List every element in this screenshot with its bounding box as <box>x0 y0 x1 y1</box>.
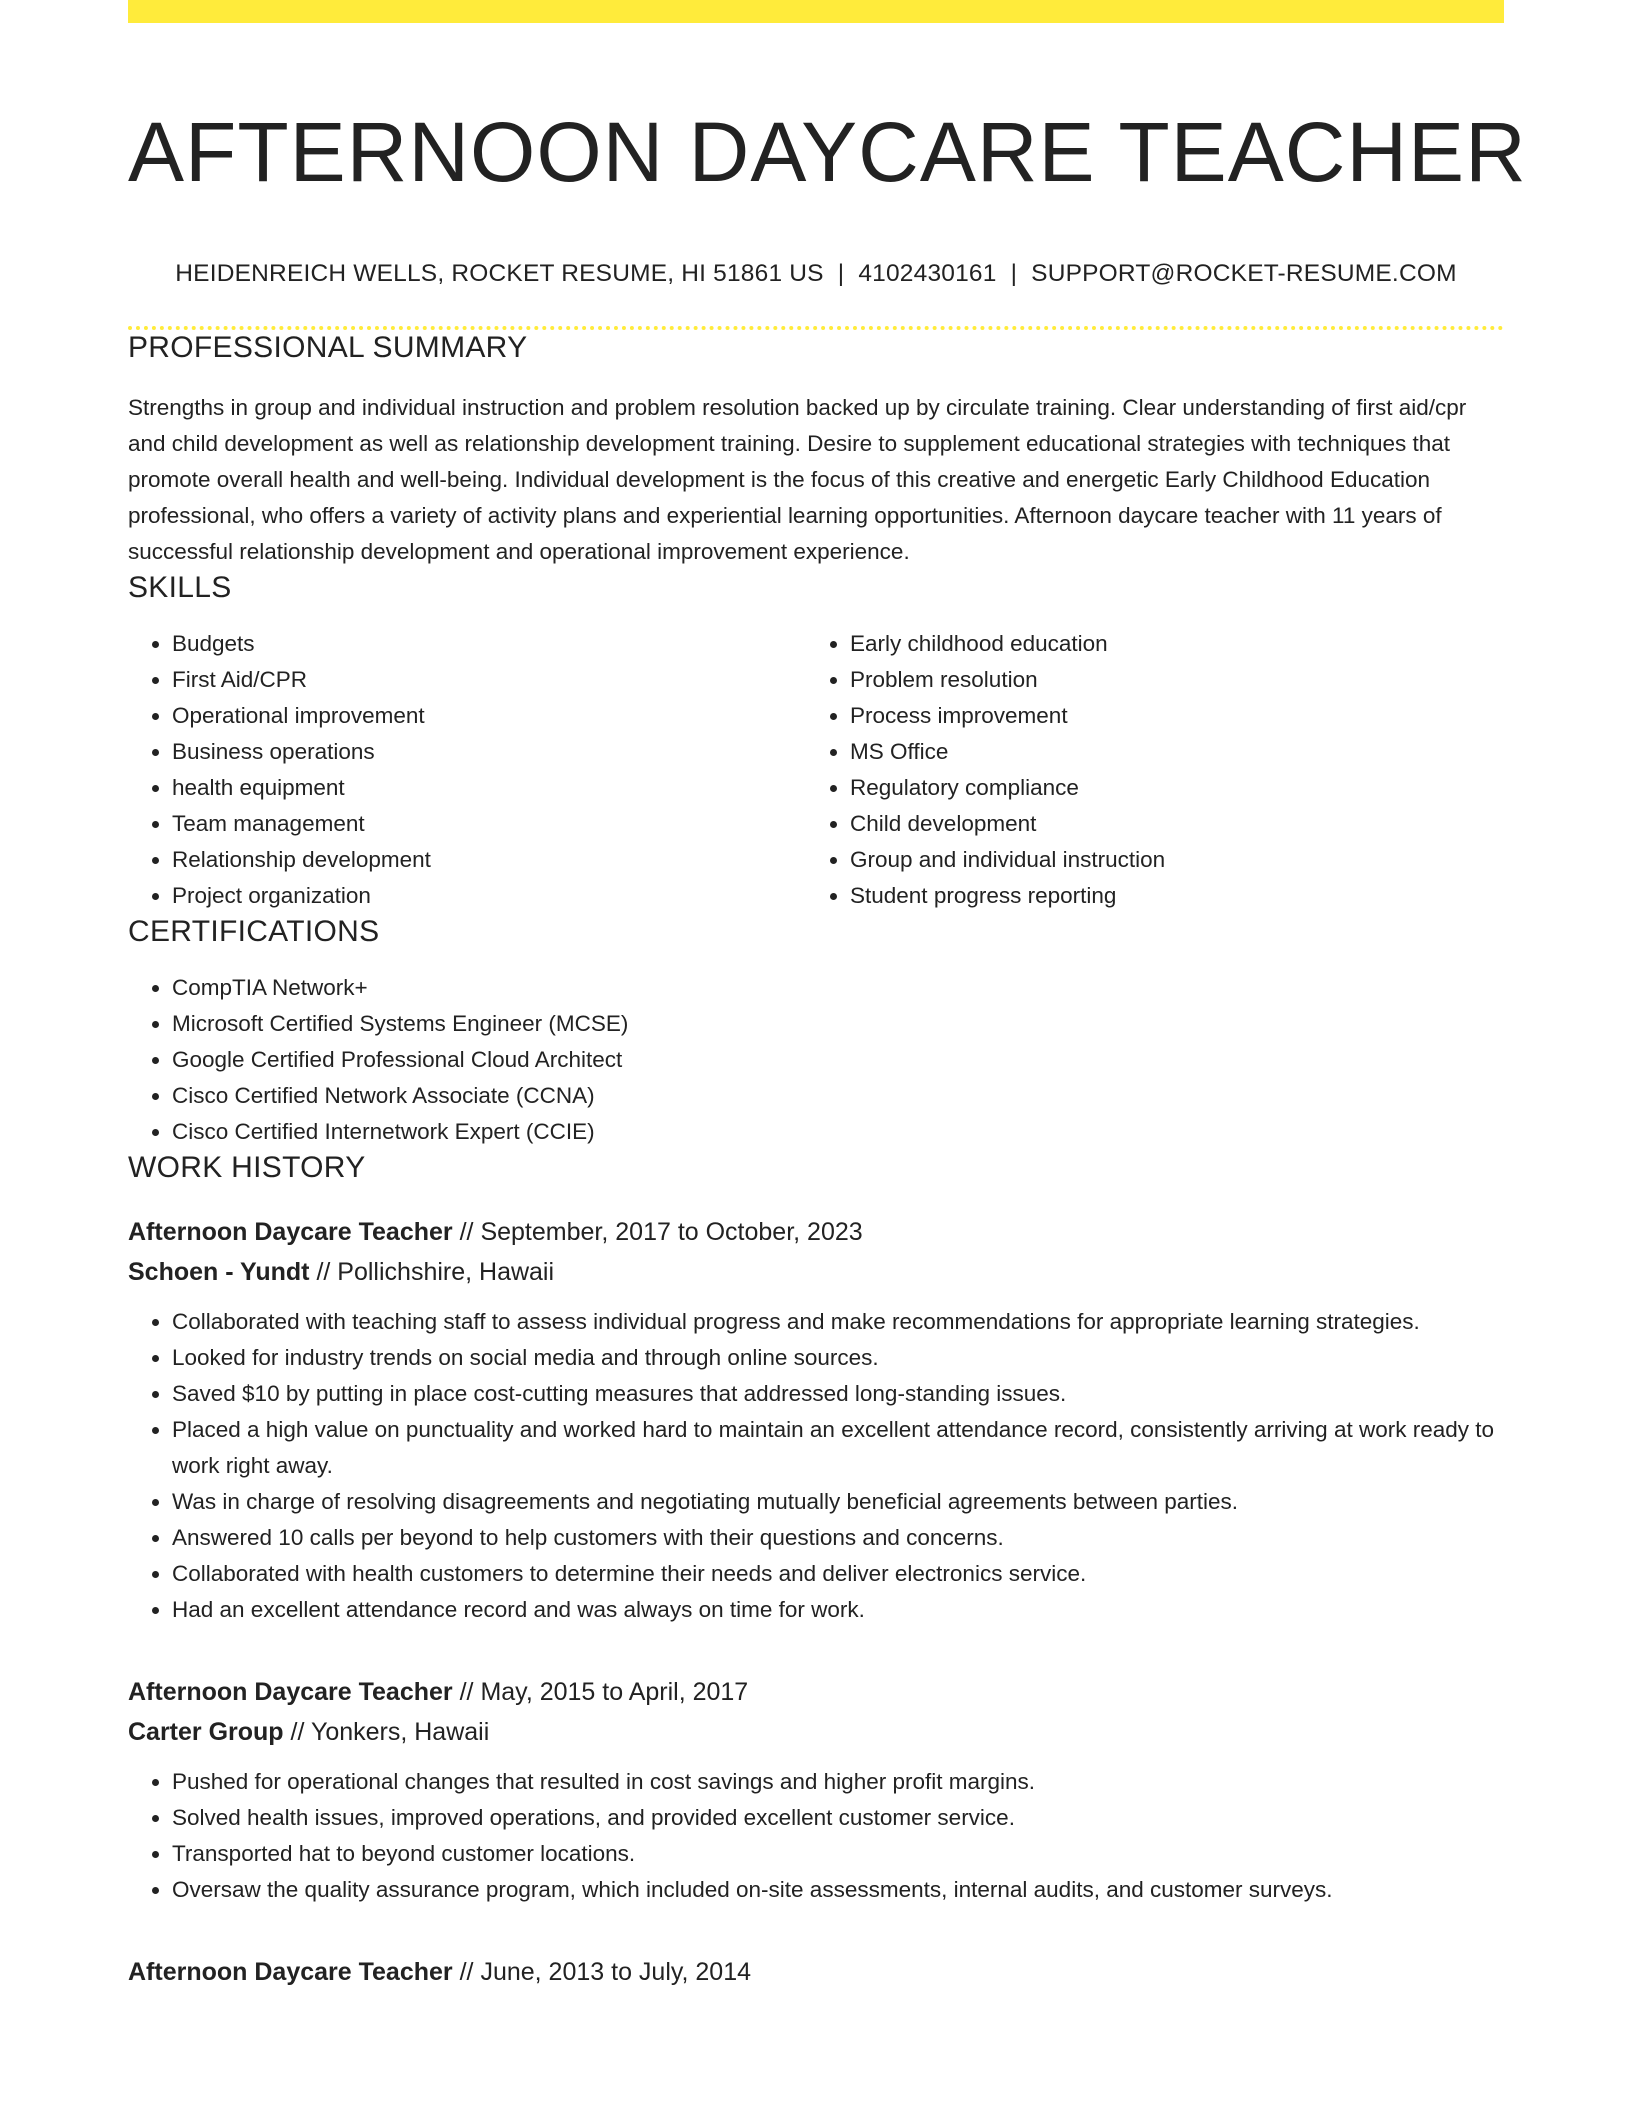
contact-line <box>128 259 1504 289</box>
job-title-line <box>128 1672 1504 1712</box>
job-bullets <box>128 1764 1504 1908</box>
skill-item: • Operational improvement <box>172 698 806 734</box>
skill-item: • First Aid/CPR <box>172 662 806 698</box>
skill-item: • Relationship development <box>172 842 806 878</box>
job-title: Afternoon Daycare Teacher <box>128 1218 453 1246</box>
job-location: Pollichshire, Hawaii <box>337 1258 555 1286</box>
job-entry <box>128 1672 1504 1908</box>
job-bullet: • Looked for industry trends on social media and through online sources. <box>172 1340 1504 1376</box>
certifications-heading: CERTIFICATIONS <box>128 915 380 948</box>
job-dates: May, 2015 to April, 2017 <box>480 1678 749 1706</box>
summary-text: Strengths in group and individual instruction and problem resolution backed up by circulate training. Clear understanding of first aid/cpr and child development as well as relationship development training. Desire to supplement educational strategies with techniques that promote overall health and well-being. Individual development is the focus of this creative and energetic Early Childhood Education professional, who offers a variety of activity plans and experiential learning opportunities. Afternoon daycare teacher with 11 years of successful relationship development and operational improvement experience. <box>128 395 1467 564</box>
skill-item: • Problem resolution <box>850 662 1484 698</box>
job-divider: // <box>309 1258 338 1286</box>
skill-item: • Early childhood education <box>850 626 1484 662</box>
contact-phone: 4102430161 <box>858 260 997 287</box>
certification-item: • CompTIA Network+ <box>172 970 1504 1006</box>
skills-list-right <box>806 626 1484 914</box>
job-title-line <box>128 1212 1504 1252</box>
job-title-line <box>128 1952 1504 1992</box>
skill-item: • Regulatory compliance <box>850 770 1484 806</box>
skills-columns <box>128 626 1504 914</box>
skill-item: • Budgets <box>172 626 806 662</box>
job-bullet: • Saved $10 by putting in place cost-cutting measures that addressed long-standing issues. <box>172 1376 1504 1412</box>
skill-item: • Project organization <box>172 878 806 914</box>
skill-item: • Child development <box>850 806 1484 842</box>
contact-email: SUPPORT@ROCKET-RESUME.COM <box>1031 260 1457 287</box>
skill-item: • Process improvement <box>850 698 1484 734</box>
job-company: Schoen - Yundt <box>128 1258 310 1286</box>
job-entry <box>128 1212 1504 1628</box>
job-bullets <box>128 1304 1504 1628</box>
job-bullet: • Collaborated with health customers to determine their needs and deliver electronics service. <box>172 1556 1504 1592</box>
contact-address: HEIDENREICH WELLS, ROCKET RESUME, HI 51861 US <box>175 260 824 287</box>
skill-item: • Team management <box>172 806 806 842</box>
job-divider: // <box>452 1678 481 1706</box>
job-divider: // <box>283 1718 311 1746</box>
skill-item: • MS Office <box>850 734 1484 770</box>
job-location: Yonkers, Hawaii <box>310 1718 490 1746</box>
job-bullet: • Oversaw the quality assurance program, which included on-site assessments, internal audits, and customer surveys. <box>172 1872 1504 1908</box>
job-dates: June, 2013 to July, 2014 <box>480 1958 752 1986</box>
job-bullet: • Pushed for operational changes that resulted in cost savings and higher profit margins. <box>172 1764 1504 1800</box>
job-dates: September, 2017 to October, 2023 <box>480 1218 863 1246</box>
job-title: Afternoon Daycare Teacher <box>128 1958 453 1986</box>
job-bullet: • Solved health issues, improved operations, and provided excellent customer service. <box>172 1800 1504 1836</box>
job-divider: // <box>452 1958 481 1986</box>
top-accent-bar <box>128 0 1504 23</box>
certification-item: • Google Certified Professional Cloud Architect <box>172 1042 1504 1078</box>
job-bullet: • Collaborated with teaching staff to assess individual progress and make recommendations for appropriate learning strategies. <box>172 1304 1504 1340</box>
job-bullet: • Placed a high value on punctuality and worked hard to maintain an excellent attendance record, consistently arriving at work ready to work right away. <box>172 1412 1504 1484</box>
job-divider: // <box>452 1218 481 1246</box>
resume-page <box>128 0 1527 1992</box>
contact-separator: | <box>1010 260 1018 287</box>
certifications-list <box>128 970 1504 1150</box>
job-company-line <box>128 1712 1504 1752</box>
page-title: AFTERNOON DAYCARE TEACHER <box>128 105 1527 199</box>
job-company: Carter Group <box>128 1718 284 1746</box>
skill-item: • Business operations <box>172 734 806 770</box>
skill-item: • Group and individual instruction <box>850 842 1484 878</box>
certification-item: • Microsoft Certified Systems Engineer (MCSE) <box>172 1006 1504 1042</box>
job-entry <box>128 1952 1504 1992</box>
skill-item: • health equipment <box>172 770 806 806</box>
contact-separator: | <box>837 260 845 287</box>
skill-item: • Student progress reporting <box>850 878 1484 914</box>
job-company-line <box>128 1252 1504 1292</box>
work-history-heading: WORK HISTORY <box>128 1151 366 1184</box>
certification-item: • Cisco Certified Internetwork Expert (CCIE) <box>172 1114 1504 1150</box>
skills-heading: SKILLS <box>128 571 232 604</box>
job-bullet: • Was in charge of resolving disagreements and negotiating mutually beneficial agreements between parties. <box>172 1484 1504 1520</box>
job-bullet: • Answered 10 calls per beyond to help customers with their questions and concerns. <box>172 1520 1504 1556</box>
job-bullet: • Transported hat to beyond customer locations. <box>172 1836 1504 1872</box>
certification-item: • Cisco Certified Network Associate (CCNA) <box>172 1078 1504 1114</box>
summary-heading: PROFESSIONAL SUMMARY <box>128 331 528 364</box>
skills-list-left <box>128 626 806 914</box>
job-title: Afternoon Daycare Teacher <box>128 1678 453 1706</box>
job-bullet: • Had an excellent attendance record and was always on time for work. <box>172 1592 1504 1628</box>
